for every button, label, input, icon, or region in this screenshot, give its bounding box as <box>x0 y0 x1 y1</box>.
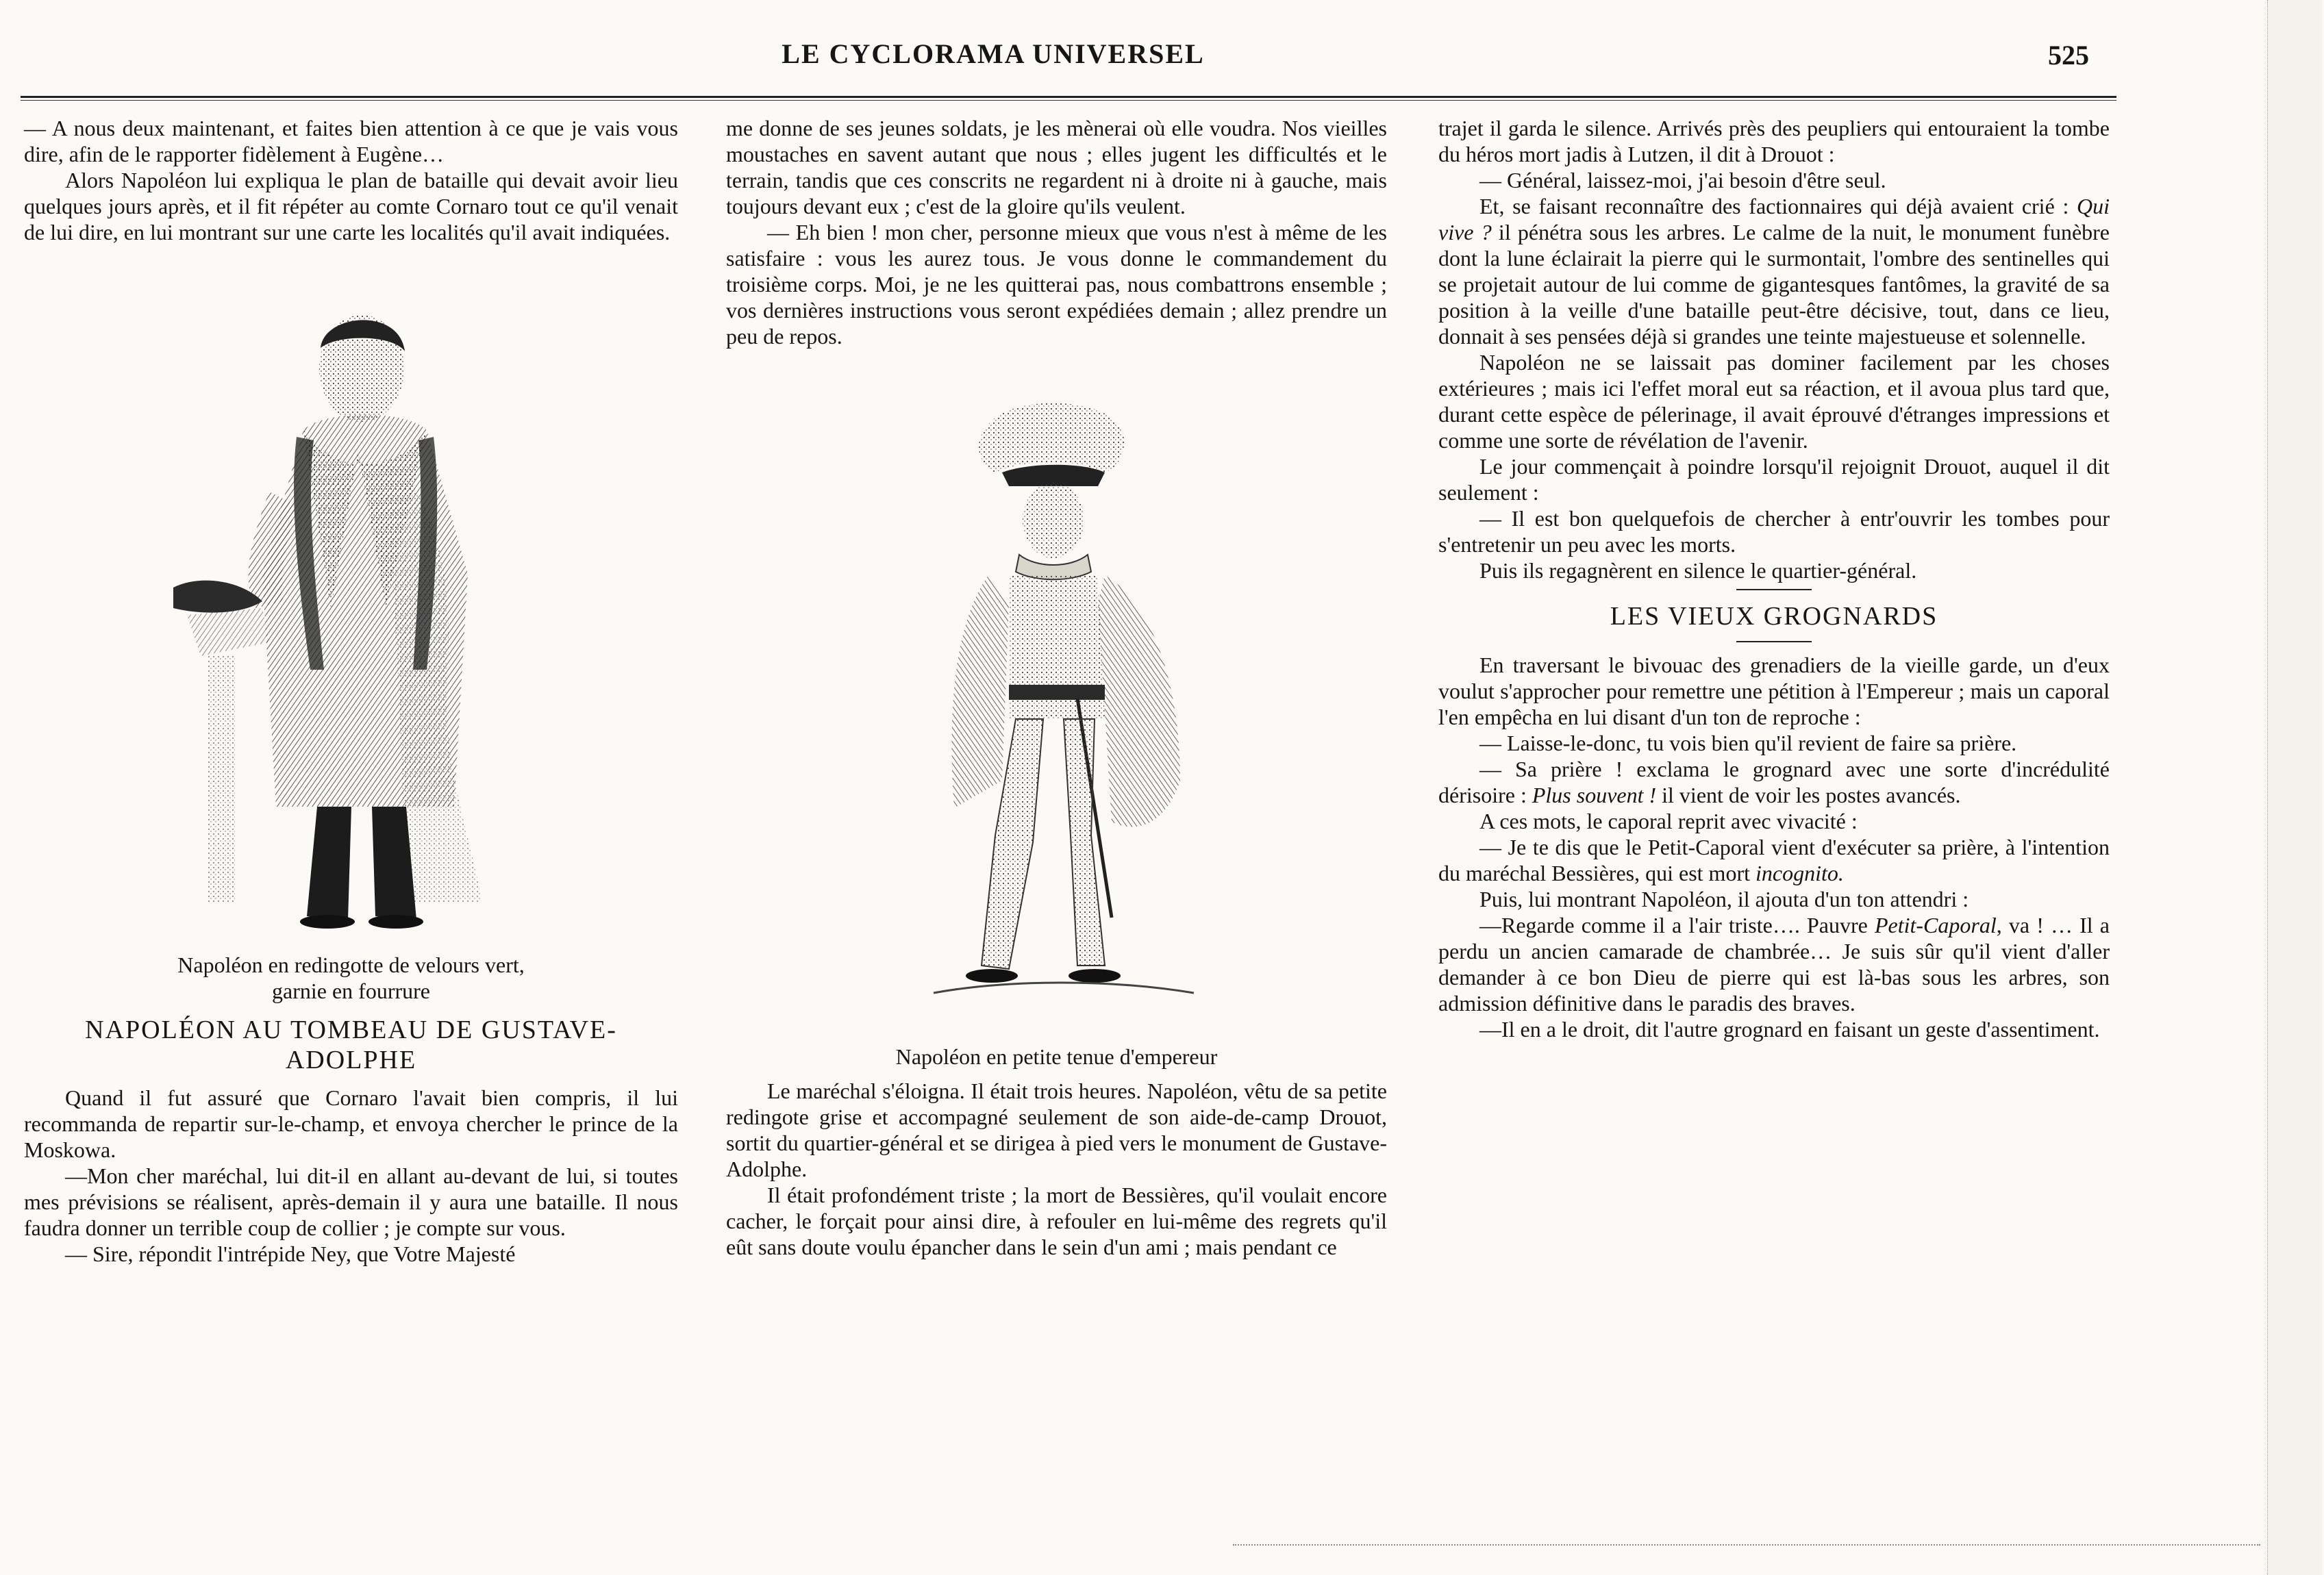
paragraph: —Mon cher maréchal, lui dit-il en allant au-devant de lui, si toutes mes prévisions se réalisent, après-demain il y aura une bataille. Il nous faudra donner un terrible coup de collier ; je compte sur vous. <box>24 1163 678 1240</box>
paragraph <box>1438 193 2110 349</box>
header-rule-thin <box>21 100 2116 101</box>
paragraph: Napoléon ne se laissait pas dominer facilement par les choses extérieures ; mais ici l'effet moral eut sa réaction, et il avoua plus tard que, durant cette espèce de pélerinage, il avait éprouvé d'étranges impressions et comme une sorte de révélation de l'avenir. <box>1438 350 2110 453</box>
column-left <box>24 115 678 1267</box>
figure-caption: Napoléon en petite tenue d'empereur <box>895 1044 1218 1069</box>
text-run: il vient de voir les postes avancés. <box>1656 783 1961 807</box>
paragraph: Alors Napoléon lui expliqua le plan de bataille qui devait avoir lieu quelques jours après, et il fit répéter au comte Cornaro tout ce qu'il venait de lui dire, en lui montrant sur une carte les localités qu'il avait indiquées. <box>24 168 678 244</box>
paragraph <box>1438 756 2110 808</box>
section-title: LES VIEUX GROGNARDS <box>1610 602 1938 631</box>
text-run: , va ! … Il a perdu un ancien camarade de chambrée… Je suis sûr qu'il vient d'aller demander à ce bon Dieu de pierre qui est là-bas sous les arbres, son admission définitive dans le paradis des braves. <box>1438 913 2110 1016</box>
header-rule <box>21 96 2116 98</box>
napoleon-redingote-engraving <box>160 286 543 944</box>
column-right <box>1438 115 2110 1042</box>
section-rule <box>1736 641 1812 642</box>
paragraph: Quand il fut assuré que Cornaro l'avait bien compris, il lui recommanda de repartir sur-le-champ, et envoya chercher le prince de la Moskowa. <box>24 1085 678 1162</box>
running-title: LE CYCLORAMA UNIVERSEL <box>782 38 1205 69</box>
page-header <box>0 38 2324 86</box>
text-run: —Regarde comme il a l'air triste…. Pauvre <box>1479 913 1875 937</box>
scan-artifact <box>1233 1544 2260 1546</box>
text-run: Et, se faisant reconnaître des factionnaires qui déjà avaient crié : <box>1479 194 2077 218</box>
caption-line-1: Napoléon en redingotte de velours vert, <box>177 953 525 977</box>
paragraph: me donne de ses jeunes soldats, je les mènerai où elle voudra. Nos vieilles moustaches en savent autant que nous ; elles jugent les difficultés et le terrain, tandis que ces conscrits ne regardent ni à droite ni à gauche, mais toujours devant eux ; c'est de la gloire qu'ils veulent. <box>726 116 1387 218</box>
page-edge <box>2267 0 2323 1575</box>
paragraph: — Laisse-le-donc, tu vois bien qu'il revient de faire sa prière. <box>1479 731 2017 755</box>
section-rule <box>1736 589 1812 590</box>
paragraph: Le maréchal s'éloigna. Il était trois heures. Napoléon, vêtu de sa petite redingote grise et accompagné seulement de son aide-de-camp Drouot, sortit du quartier-général et se dirigea à pied vers le monument de Gustave-Adolphe. <box>726 1079 1387 1181</box>
text-run-italic: Plus souvent ! <box>1532 783 1657 807</box>
paragraph <box>1438 834 2110 886</box>
paragraph: Il était profondément triste ; la mort de Bessières, qu'il voulait encore cacher, le forçait pour ainsi dire, à refouler en lui-même des regrets qu'il eût sans doute voulu épancher dans le sein d'un ami ; mais pendant ce <box>726 1183 1387 1259</box>
text-run-italic: Petit-Caporal <box>1874 913 1997 937</box>
paragraph: A ces mots, le caporal reprit avec vivacité : <box>1479 809 1858 833</box>
column-middle <box>726 115 1387 1260</box>
paragraph: — Général, laissez-moi, j'ai besoin d'être seul. <box>1479 168 1886 192</box>
paragraph: Puis ils regagnèrent en silence le quartier-général. <box>1479 558 1917 583</box>
section-title: NAPOLÉON AU TOMBEAU DE GUSTAVE-ADOLPHE <box>85 1016 617 1074</box>
paragraph: — A nous deux maintenant, et faites bien attention à ce que je vais vous dire, afin de le rapporter fidèlement à Eugène… <box>24 116 678 166</box>
text-run: — Sa prière ! exclama le grognard avec une sorte d'incrédulité dérisoire : <box>1438 757 2110 807</box>
text-run: — Je te dis que le Petit-Caporal vient d'exécuter sa prière, à l'intention du maréchal Bessières, qui est mort <box>1438 835 2110 885</box>
napoleon-emperor-engraving <box>906 397 1208 1027</box>
paragraph: Puis, lui montrant Napoléon, il ajouta d'un ton attendri : <box>1479 887 1969 911</box>
text-run-italic: Qui vive ? <box>1438 194 2110 244</box>
paragraph: En traversant le bivouac des grenadiers de la vieille garde, un d'eux voulut s'approcher pour remettre une pétition à l'Empereur ; mais un caporal l'en empêcha en lui disant d'un ton de reproche : <box>1438 653 2110 729</box>
figure-caption <box>24 952 678 1004</box>
paragraph: Le jour commençait à poindre lorsqu'il rejoignit Drouot, auquel il dit seulement : <box>1438 454 2110 505</box>
paragraph: trajet il garda le silence. Arrivés près des peupliers qui entouraient la tombe du héros mort jadis à Lutzen, il dit à Drouot : <box>1438 116 2110 166</box>
caption-line-2: garnie en fourrure <box>272 979 430 1003</box>
paragraph: — Sire, répondit l'intrépide Ney, que Votre Majesté <box>65 1242 516 1266</box>
paragraph: —Il en a le droit, dit l'autre grognard en faisant un geste d'assentiment. <box>1479 1017 2100 1042</box>
paragraph: — Il est bon quelquefois de chercher à entr'ouvrir les tombes pour s'entretenir un peu avec les morts. <box>1438 506 2110 557</box>
page-number: 525 <box>2048 40 2089 71</box>
text-run-italic: incognito. <box>1755 861 1844 885</box>
text-run: il pénétra sous les arbres. Le calme de la nuit, le monument funèbre dont la lune éclairait la pierre qui le surmontait, l'ombre des sentinelles qui se projetait autour de lui comme de gigantesques fantômes, la gravité de sa position à la veille d'une bataille peut-être décisive, tout, dans ce lieu, donnait à ses pensées déjà si grandes une teinte majestueuse et solennelle. <box>1438 220 2110 349</box>
paragraph <box>1438 912 2110 1016</box>
paragraph: — Eh bien ! mon cher, personne mieux que vous n'est à même de les satisfaire : vous les aurez tous. Je vous donne le commandement du troisième corps. Moi, je ne les quitterai pas, nous combattrons ensemble ; vos dernières instructions vous seront expédiées demain ; allez prendre un peu de repos. <box>726 220 1387 349</box>
